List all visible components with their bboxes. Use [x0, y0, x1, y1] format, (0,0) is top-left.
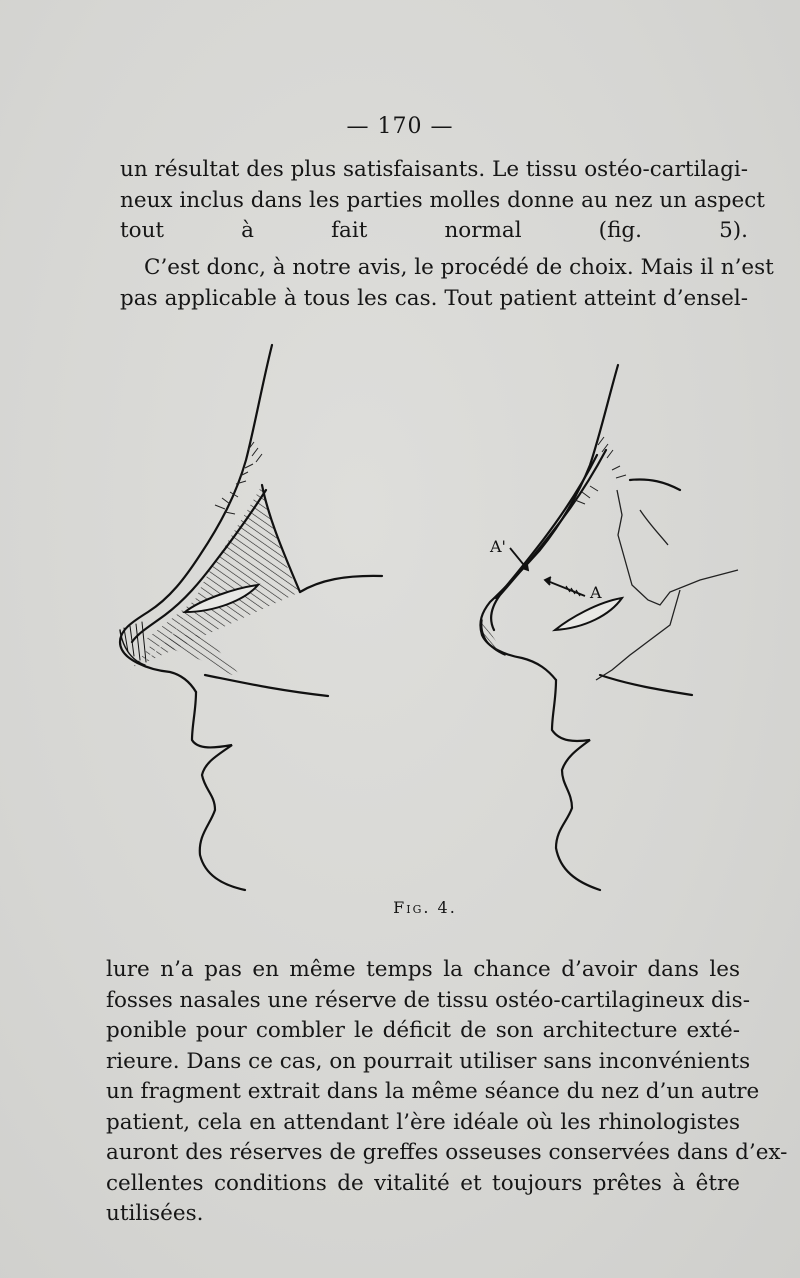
page-number: — 170 —	[346, 114, 454, 139]
text-line: lure n’a pas en même temps la chance d’avoir dans les	[106, 957, 740, 982]
text-line: ponible pour combler le déficit de son architecture exté-	[106, 1018, 740, 1043]
paragraph-top	[120, 155, 765, 247]
arrow-a-prime	[510, 548, 528, 570]
arrow-a	[545, 577, 585, 596]
figure-caption: Fig. 4.	[393, 898, 457, 917]
text-line: un résultat des plus satisfaisants. Le tissu ostéo-cartilagi-	[120, 157, 748, 182]
text-line: utilisées.	[106, 1201, 204, 1226]
text-line: fosses nasales une réserve de tissu ostéo-cartilagineux dis-	[106, 987, 750, 1013]
right-profile	[480, 365, 692, 890]
text-line: auront des réserves de greffes osseuses conservées dans d’ex-	[106, 1140, 788, 1165]
figure-drawing	[0, 330, 800, 930]
text-line: pas applicable à tous les cas. Tout patient atteint d’ensel-	[120, 285, 748, 311]
label-a: A	[590, 583, 602, 602]
text-line: tout à fait normal (fig. 5).	[120, 218, 748, 243]
text-line: un fragment extrait dans la même séance du nez d’un autre	[106, 1079, 760, 1104]
left-profile	[120, 345, 382, 890]
label-a-prime: A'	[490, 537, 506, 556]
paragraph-choice	[120, 253, 774, 314]
right-boundary-lines	[596, 490, 738, 680]
figure-nose-profiles	[0, 330, 800, 930]
text-line: neux inclus dans les parties molles donne au nez un aspect	[120, 187, 765, 213]
text-line: rieure. Dans ce cas, on pourrait utiliser sans inconvénients	[106, 1048, 751, 1074]
text-line: patient, cela en attendant l’ère idéale où les rhinologistes	[106, 1109, 740, 1135]
text-line: C’est donc, à notre avis, le procédé de choix. Mais il n’est	[144, 255, 774, 280]
paragraph-bottom	[106, 955, 788, 1230]
text-line: cellentes conditions de vitalité et toujours prêtes à être	[106, 1170, 740, 1196]
